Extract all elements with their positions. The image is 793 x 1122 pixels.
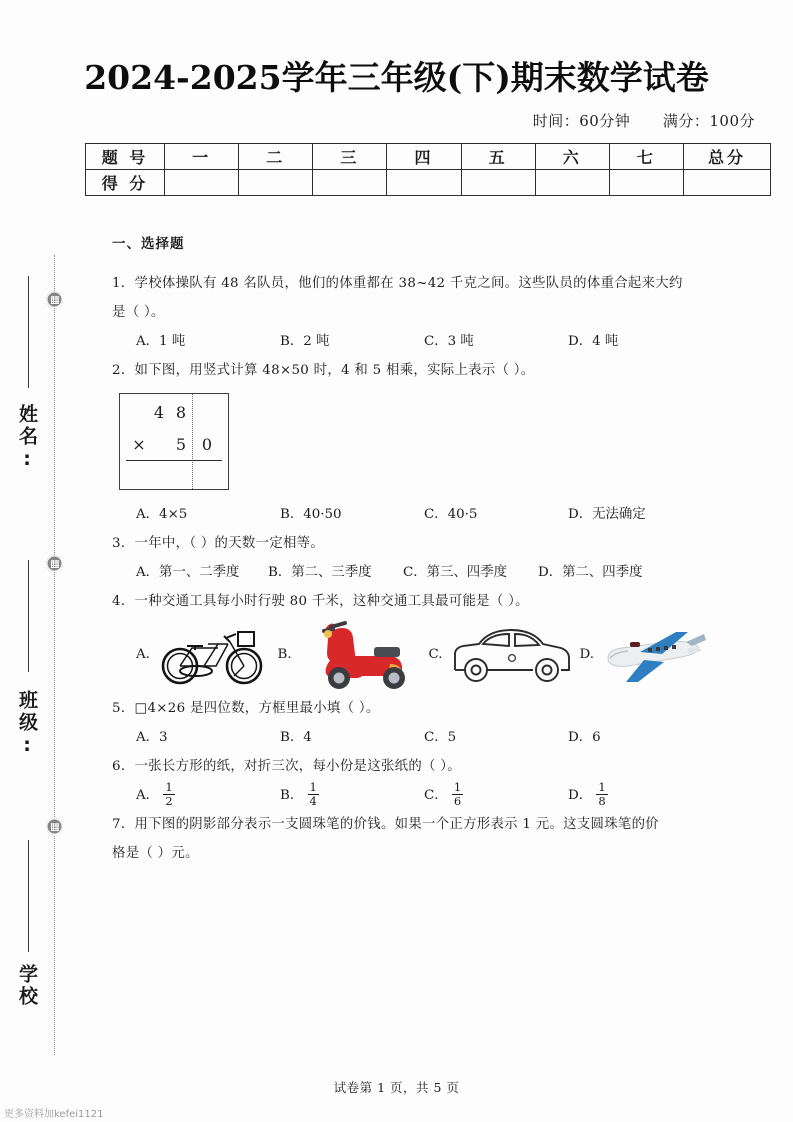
question-content	[112, 238, 712, 868]
denominator: 6	[453, 793, 462, 808]
question-4-options	[112, 616, 712, 694]
score-table-header-score: 得 分	[86, 170, 165, 196]
score-table-col-2: 二	[239, 144, 313, 170]
class-field-label: 班级:	[16, 690, 38, 759]
question-2-figure-wrap	[112, 393, 712, 490]
question-6-options	[112, 781, 712, 810]
score-cell-4[interactable]	[387, 170, 461, 196]
option-b[interactable]: B．第二、三季度	[268, 564, 372, 580]
write-line-name	[28, 276, 29, 388]
score-cell-total[interactable]	[684, 170, 771, 196]
option-d-label: D.	[579, 646, 594, 662]
option-c[interactable]	[424, 781, 568, 810]
option-a[interactable]: A．3	[136, 729, 168, 745]
question-1-line-2: 是（ ）。	[112, 304, 165, 320]
score-cell-6[interactable]	[535, 170, 609, 196]
numerator: 1	[598, 780, 606, 795]
fold-dotted-line	[54, 255, 55, 1055]
option-d[interactable]: D．4 吨	[568, 333, 619, 349]
vertical-multiplication-figure	[119, 393, 229, 490]
table-row	[86, 144, 771, 170]
question-5	[112, 694, 712, 752]
question-6	[112, 752, 712, 810]
fraction-one-quarter	[308, 781, 319, 806]
option-a-label: A．	[136, 787, 160, 803]
option-d[interactable]	[579, 624, 712, 686]
multiplicand-ones: 8	[175, 402, 187, 422]
numerator: 1	[309, 780, 317, 795]
score-table-col-1: 一	[165, 144, 239, 170]
question-4	[112, 587, 712, 694]
question-1-options	[112, 327, 712, 356]
time-limit-label: 时间：60分钟	[532, 112, 631, 130]
option-c-label: C.	[428, 646, 443, 662]
denominator: 2	[165, 793, 173, 808]
school-field-label: 学校	[16, 964, 38, 1008]
question-7-line-1: 7．用下图的阴影部分表示一支圆珠笔的价钱。如果一个正方形表示 1 元。这支圆珠笔的价	[112, 816, 659, 832]
question-1-line-1: 1．学校体操队有 48 名队员，他们的体重都在 38~42 千克之间。这些队员的体重合起来大约	[112, 275, 683, 291]
option-b-label: B.	[277, 646, 292, 662]
option-b[interactable]	[278, 620, 429, 690]
option-c[interactable]: C．3 吨	[424, 333, 474, 349]
write-line-school	[28, 840, 29, 952]
question-2-options	[112, 500, 712, 529]
score-table-col-5: 五	[461, 144, 535, 170]
multiplier-tens: 5	[175, 434, 187, 454]
page-footer: 试卷第 1 页，共 5 页	[333, 1080, 460, 1095]
multiplier-ones: 0	[201, 434, 213, 454]
score-cell-5[interactable]	[461, 170, 535, 196]
question-3-options	[112, 558, 712, 587]
option-b[interactable]: B．2 吨	[280, 333, 330, 349]
option-c[interactable]: C．5	[424, 729, 457, 745]
watermark-text: 更多资料加kefei1121	[4, 1109, 104, 1120]
car-icon	[449, 624, 575, 686]
option-b[interactable]: B．4	[280, 729, 312, 745]
seal-stamp-icon	[46, 555, 63, 572]
total-score-label: 满分：100分	[662, 112, 755, 130]
question-3-line-1: 3．一年中，（ ）的天数一定相等。	[112, 535, 325, 551]
option-d[interactable]: D．第二、四季度	[538, 564, 643, 580]
question-7-line-2: 格是（ ）元。	[112, 845, 199, 861]
score-table-col-6: 六	[535, 144, 609, 170]
denominator: 4	[309, 793, 317, 808]
question-4-line-1: 4．一种交通工具每小时行驶 80 千米，这种交通工具最可能是（ ）。	[112, 593, 529, 609]
fraction-one-eighth	[596, 781, 607, 806]
score-table-header-number: 题 号	[86, 144, 165, 170]
score-cell-3[interactable]	[313, 170, 387, 196]
binding-strip	[0, 0, 92, 1122]
option-a[interactable]: A．第一、二季度	[136, 564, 240, 580]
multiplicand-tens: 4	[153, 402, 165, 422]
option-b[interactable]: B．40·50	[280, 506, 342, 522]
score-table-col-total: 总分	[684, 144, 771, 170]
denominator: 8	[598, 793, 606, 808]
seal-stamp-icon	[46, 291, 63, 308]
sum-rule-line	[126, 460, 222, 461]
option-c-label: C．	[424, 787, 448, 803]
question-5-line-1: 5．□4×26 是四位数，方框里最小填（ ）。	[112, 700, 380, 716]
score-table-col-4: 四	[387, 144, 461, 170]
question-3	[112, 529, 712, 587]
option-a[interactable]	[136, 624, 278, 686]
option-d-label: D．	[568, 787, 593, 803]
score-cell-1[interactable]	[165, 170, 239, 196]
scooter-icon	[298, 620, 420, 690]
option-c[interactable]	[429, 624, 580, 686]
name-field-label: 姓名:	[16, 404, 38, 473]
option-a[interactable]: A．4×5	[136, 506, 188, 522]
option-c[interactable]: C．40·5	[424, 506, 478, 522]
question-6-line-1: 6．一张长方形的纸，对折三次，每小份是这张纸的（ ）。	[112, 758, 461, 774]
bicycle-icon	[156, 624, 268, 686]
fraction-one-sixth	[452, 781, 463, 806]
section-heading-choice: 一、选择题	[112, 236, 185, 252]
exam-meta-line	[533, 110, 755, 131]
multiply-operator-icon: ×	[132, 434, 146, 454]
fraction-one-half	[163, 781, 174, 806]
multiplicand-row	[120, 400, 228, 426]
option-c[interactable]: C．第三、四季度	[403, 564, 507, 580]
option-a[interactable]	[136, 781, 280, 810]
question-1	[112, 269, 712, 356]
score-table-col-7: 七	[609, 144, 683, 170]
question-2-line-1: 2．如下图，用竖式计算 48×50 时，4 和 5 相乘，实际上表示（ ）。	[112, 362, 535, 378]
numerator: 1	[453, 780, 462, 795]
table-row	[86, 170, 771, 196]
option-d[interactable]: D．无法确定	[568, 506, 646, 522]
score-table-col-3: 三	[313, 144, 387, 170]
option-d[interactable]	[568, 781, 712, 810]
question-5-options	[112, 723, 712, 752]
option-a-label: A.	[136, 646, 150, 662]
write-line-class	[28, 560, 29, 672]
option-b-label: B．	[280, 787, 304, 803]
question-2	[112, 356, 712, 529]
seal-stamp-icon	[46, 818, 63, 835]
page-title: 2024-2025学年三年级(下)期末数学试卷	[84, 58, 709, 97]
option-d[interactable]: D．6	[568, 729, 601, 745]
score-cell-7[interactable]	[609, 170, 683, 196]
score-table	[85, 143, 771, 196]
option-b[interactable]	[280, 781, 424, 810]
question-7	[112, 810, 712, 868]
multiplier-row	[120, 432, 228, 458]
option-a[interactable]: A．1 吨	[136, 333, 186, 349]
airplane-icon	[600, 624, 712, 686]
score-cell-2[interactable]	[239, 170, 313, 196]
numerator: 1	[165, 780, 173, 795]
